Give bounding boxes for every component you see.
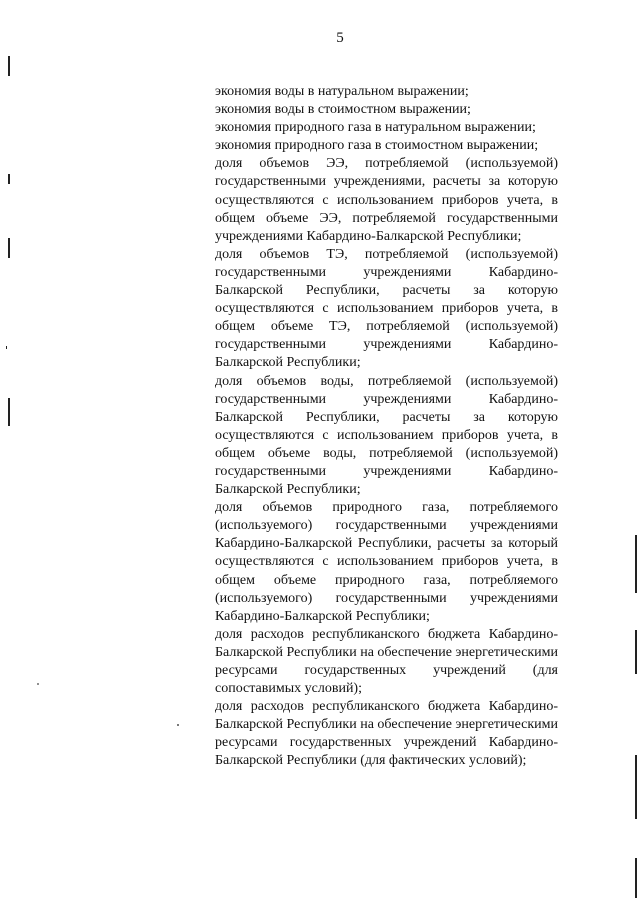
indicator-item: экономия природного газа в стоимостном выражении; xyxy=(215,138,539,154)
indicator-item: доля расходов республиканского бюджета Кабардино-Балкарской Республики на обеспечение энергетическими ресурсами государственных учреждений (для сопоставимых условий); xyxy=(215,626,558,697)
scan-edge-mark xyxy=(635,858,637,898)
scan-edge-mark xyxy=(6,346,7,349)
scan-speck xyxy=(37,683,39,685)
document-body xyxy=(215,83,558,771)
scan-edge-mark xyxy=(8,56,10,76)
scan-edge-mark xyxy=(635,755,637,819)
scan-edge-mark xyxy=(8,398,10,426)
indicator-item: экономия воды в стоимостном выражении; xyxy=(215,102,471,118)
indicator-item: доля расходов республиканского бюджета Кабардино-Балкарской Республики на обеспечение энергетическими ресурсами государственных учреждений Кабардино-Балкарской Республики (для фактических условий); xyxy=(215,699,558,769)
page-number: 5 xyxy=(336,30,344,46)
scan-edge-mark xyxy=(8,174,10,184)
indicator-item: экономия природного газа в натуральном выражении; xyxy=(215,120,536,136)
indicator-item: доля объемов воды, потребляемой (используемой) государственными учреждениями Кабардино-Балкарской Республики, расчеты за которую осуществляются с использованием приборов учета, в общем объеме воды, потребляемой (используемой) государственными учреждениями Кабардино-Балкарской Республики; xyxy=(215,373,558,498)
scan-speck xyxy=(177,724,179,726)
scan-edge-mark xyxy=(8,238,10,258)
indicator-item: экономия воды в натуральном выражении; xyxy=(215,84,469,99)
indicator-item: доля объемов природного газа, потребляемого (используемого) государственными учреждениями Кабардино-Балкарской Республики, расчеты за который осуществляются с использованием приборов учета, в общем объеме природного газа, потребляемого (используемого) государственными учреждениями Кабардино-Балкарской Республики; xyxy=(215,500,558,624)
indicator-item: доля объемов ТЭ, потребляемой (используемой) государственными учреждениями Кабардино-Балкарской Республики, расчеты за которую осуществляются с использованием приборов учета, в общем объеме ТЭ, потребляемой (используемой) государственными учреждениями Кабардино-Балкарской Республики; xyxy=(215,246,558,371)
scan-edge-mark xyxy=(635,630,637,674)
scan-edge-mark xyxy=(635,535,637,593)
indicator-item: доля объемов ЭЭ, потребляемой (используемой) государственными учреждениями, расчеты за которую осуществляются с использованием приборов учета, в общем объеме ЭЭ, потребляемой государственными учреждениями Кабардино-Балкарской Республики; xyxy=(215,156,558,244)
